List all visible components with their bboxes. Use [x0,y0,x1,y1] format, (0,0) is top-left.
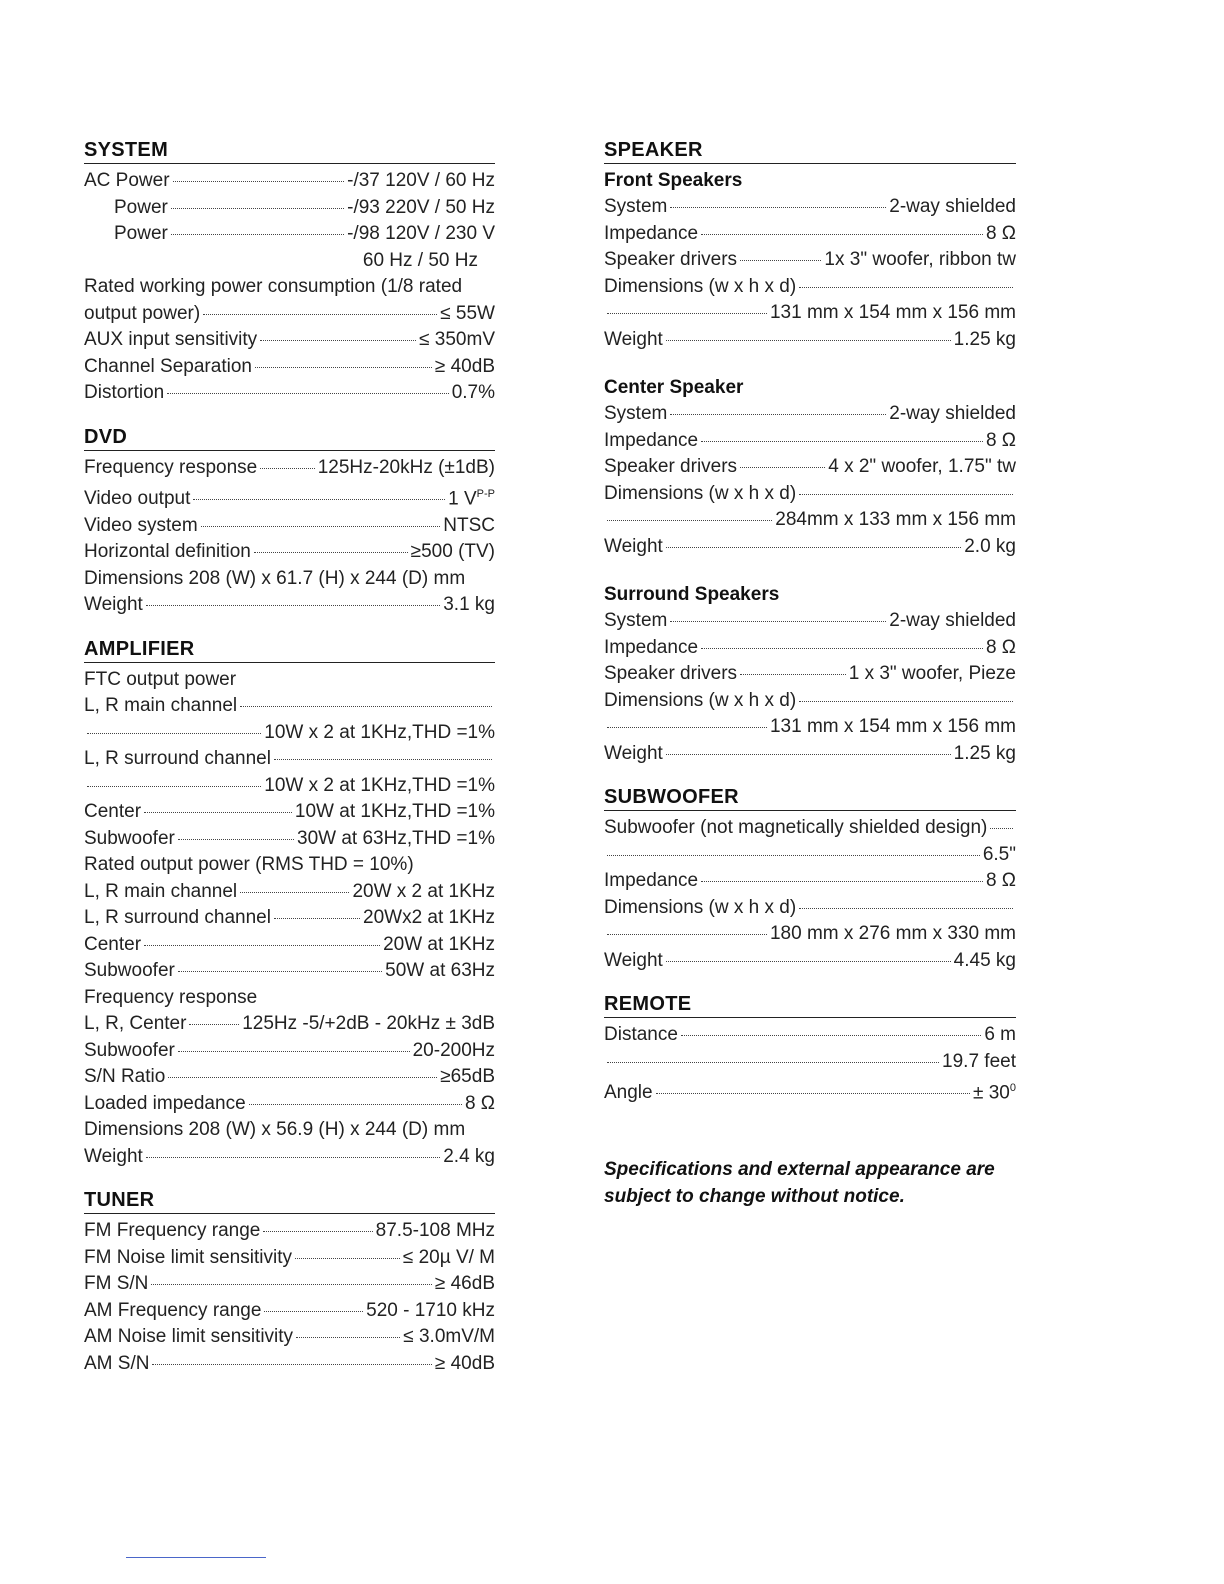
spec-label: Loaded impedance [84,1092,246,1114]
section-title-amplifier: AMPLIFIER [84,637,495,663]
spec-value-main: 1 V [448,488,477,510]
leader-dots [666,340,951,341]
leader-dots [255,367,432,368]
leader-dots [666,754,951,755]
leader-dots [168,1077,437,1078]
leader-dots [146,605,440,606]
spec-row [84,1144,495,1171]
spec-value: 6 m [984,1024,1016,1045]
section-title-subwoofer: SUBWOOFER [604,785,1016,811]
spec-label: AM S/N [84,1352,150,1374]
spec-label: Frequency response [84,986,258,1008]
spec-row [84,354,495,381]
spec-row [604,948,1016,975]
leader-dots [799,494,1013,495]
spec-value: 1 x 3" woofer, Pieze [848,663,1016,684]
leader-dots [260,468,315,469]
leader-dots [681,1035,981,1036]
spec-value: ≥65dB [440,1066,495,1088]
spec-value: 10W x 2 at 1KHz,THD =1% [264,774,495,796]
leader-dots [607,313,767,314]
spec-label: L, R main channel [84,880,238,902]
spec-row [604,401,1016,428]
spec-label: FM Noise limit sensitivity [84,1246,292,1268]
spec-row [84,1091,495,1118]
leader-dots [701,441,983,442]
leader-dots [144,945,380,946]
spec-row [604,454,1016,481]
spec-value: 1x 3" woofer, ribbon tw [824,249,1016,270]
subsection-title-center: Center Speaker [604,377,744,398]
spec-value-superscript: P-P [476,488,495,500]
leader-dots [178,839,294,840]
leader-dots [666,547,961,548]
spec-value: ≤ 3.0mV/M [403,1326,495,1348]
spec-value: 8 Ω [985,636,1016,658]
dimensions-line: Dimensions 208 (W) x 61.7 (H) x 244 (D) mm [84,567,466,589]
leader-dots [607,727,767,728]
spec-value: -/98 120V / 230 V [347,223,495,244]
spec-label: Power [114,196,168,218]
leader-dots [274,918,360,919]
spec-row [84,592,495,619]
spec-label: Speaker drivers [604,456,738,477]
spec-row [604,481,1016,508]
leader-dots [173,181,345,182]
leader-dots [607,1062,939,1063]
leader-dots [189,1024,239,1025]
spec-row [84,720,495,747]
spec-row [84,1218,495,1245]
leader-dots [178,1051,410,1052]
spec-label: AM Noise limit sensitivity [84,1326,294,1348]
spec-label: Video system [84,514,198,536]
spec-row [84,1324,495,1351]
spec-value [973,1075,1016,1107]
section-title-system: SYSTEM [84,138,495,164]
spec-value: 50W at 63Hz [385,960,495,982]
leader-dots [263,1231,372,1232]
spec-value: 2.4 kg [443,1145,495,1167]
surround-speakers-subsection [604,582,1016,767]
leader-dots [799,287,1013,288]
spec-value: 2.0 kg [964,535,1016,557]
leader-dots [87,786,261,787]
leader-dots [171,234,344,235]
leader-dots [151,1284,432,1285]
notice-line: Specifications and external appearance are [604,1159,995,1180]
leader-dots [193,499,445,500]
leader-dots [203,314,437,315]
dvd-section [84,425,495,619]
spec-row [84,168,495,195]
spec-value: -/37 120V / 60 Hz [347,170,495,191]
spec-row [84,513,495,540]
spec-label: Center [84,933,142,955]
right-column [604,138,1016,1125]
spec-label: FM S/N [84,1273,149,1295]
spec-label: Weight [604,328,663,350]
spec-row [84,932,495,959]
leader-dots [666,961,951,962]
spec-row [84,301,495,328]
spec-value: 20Wx2 at 1KHz [363,907,495,929]
spec-label: Weight [84,1145,143,1167]
spec-label: Weight [604,949,663,971]
spec-label: Subwoofer (not magnetically shielded design) [604,817,988,838]
spec-row [84,1038,495,1065]
footer-rule [126,1557,266,1558]
spec-value: 19.7 feet [942,1050,1016,1072]
spec-value: 87.5-108 MHz [375,1220,495,1242]
spec-label: Angle [604,1082,653,1104]
spec-label: Center [84,801,142,823]
spec-value: 4.45 kg [953,949,1016,971]
spec-value: 4 x 2" woofer, 1.75" tw [828,456,1016,477]
spec-row [604,274,1016,301]
spec-value: 6.5" [982,843,1016,865]
spec-value: ≤ 20µ V/ M [402,1246,495,1268]
section-title-speaker: SPEAKER [604,138,1016,164]
spec-row [84,799,495,826]
dimensions-line: Dimensions 208 (W) x 56.9 (H) x 244 (D) mm [84,1119,466,1141]
leader-dots [670,621,886,622]
spec-row [84,879,495,906]
spec-label: Dimensions (w x h x d) [604,689,797,711]
leader-dots [249,1104,462,1105]
spec-label: Frequency response [84,456,258,478]
leader-dots [146,1157,440,1158]
spec-label: AC Power [84,170,170,191]
spec-value: 20W at 1KHz [383,933,495,955]
front-speakers-subsection [604,168,1016,353]
speaker-section [604,138,1016,767]
spec-value: 1.25 kg [953,328,1016,350]
spec-row [604,221,1016,248]
spec-row [604,608,1016,635]
spec-value: -/93 220V / 50 Hz [347,196,495,218]
leader-dots [274,759,492,760]
notice [604,1156,1024,1210]
spec-row [84,693,495,720]
spec-value: ≥ 46dB [434,1273,495,1295]
leader-dots [670,414,886,415]
spec-row [604,300,1016,327]
spec-row [604,507,1016,534]
leader-dots [295,1258,400,1259]
spec-continuation: 60 Hz / 50 Hz [362,249,478,271]
spec-row [84,1351,495,1378]
spec-row [604,688,1016,715]
spec-label: Horizontal definition [84,541,251,563]
spec-value: 1.25 kg [953,742,1016,764]
spec-row [604,842,1016,869]
spec-row [604,1049,1016,1076]
remote-section [604,992,1016,1107]
spec-label: System [604,610,668,631]
subsection-title-front: Front Speakers [604,170,743,191]
spec-label: Channel Separation [84,355,252,377]
spec-value: 131 mm x 154 mm x 156 mm [769,302,1016,323]
spec-label: AUX input sensitivity [84,329,258,350]
leader-dots [260,340,416,341]
spec-row [84,746,495,773]
leader-dots [87,733,261,734]
spec-value: 8 Ω [985,870,1016,891]
spec-value-superscript: 0 [1009,1082,1016,1094]
spec-value: ≤ 55W [440,302,495,324]
spec-row [604,714,1016,741]
spec-label: Distortion [84,382,165,403]
spec-row [604,327,1016,354]
spec-label: Impedance [604,870,699,891]
spec-label: L, R surround channel [84,748,271,770]
spec-value: 131 mm x 154 mm x 156 mm [769,716,1016,737]
spec-label: Impedance [604,636,699,658]
tuner-section [84,1188,495,1377]
leader-dots [607,855,980,856]
spec-value: 8 Ω [985,222,1016,244]
spec-label: Weight [604,742,663,764]
leader-dots [799,908,1013,909]
spec-label: Rated working power consumption (1/8 rated [84,276,463,297]
leader-dots [144,812,292,813]
spec-value: ≥ 40dB [434,355,495,377]
spec-label: L, R, Center [84,1013,187,1035]
spec-row [84,1271,495,1298]
leader-dots [171,208,344,209]
leader-dots [296,1337,400,1338]
subsection-title-surround: Surround Speakers [604,584,780,605]
spec-value: ≥500 (TV) [410,541,495,563]
spec-label: Weight [604,535,663,557]
spec-label: Impedance [604,429,699,451]
spec-row [84,1011,495,1038]
leader-dots [740,260,821,261]
spec-label: L, R surround channel [84,907,271,929]
spec-value: 284mm x 133 mm x 156 mm [775,509,1016,530]
spec-row [84,958,495,985]
spec-row [84,539,495,566]
leader-dots [201,526,441,527]
spec-row [604,194,1016,221]
spec-value: 8 Ω [464,1092,495,1114]
spec-label: Rated output power (RMS THD = 10%) [84,854,414,876]
spec-row [84,1298,495,1325]
spec-label: FM Frequency range [84,1220,261,1242]
spec-row [604,428,1016,455]
spec-value: 3.1 kg [443,594,495,616]
leader-dots [656,1093,970,1094]
subwoofer-section [604,785,1016,974]
spec-label: Subwoofer [84,1039,175,1061]
spec-row [84,195,495,222]
leader-dots [167,393,448,394]
system-section [84,138,495,407]
spec-row [84,1064,495,1091]
spec-value: 2-way shielded [889,196,1016,217]
leader-dots [240,892,349,893]
spec-value: 125Hz -5/+2dB - 20kHz ± 3dB [242,1013,495,1035]
spec-row [84,1245,495,1272]
leader-dots [701,648,983,649]
spec-label: AM Frequency range [84,1299,262,1321]
section-title-remote: REMOTE [604,992,1016,1018]
spec-value: 520 - 1710 kHz [366,1299,495,1321]
spec-row [84,380,495,407]
spec-value: 2-way shielded [889,403,1016,424]
spec-row [604,635,1016,662]
spec-row [604,1075,1016,1107]
spec-row [84,455,495,482]
leader-dots [701,234,983,235]
notice-line: subject to change without notice. [604,1186,905,1207]
spec-label: Distance [604,1024,678,1045]
spec-label: Speaker drivers [604,249,738,270]
leader-dots [178,971,382,972]
spec-row [84,221,495,248]
leader-dots [740,467,825,468]
spec-row [604,815,1016,842]
spec-label: Speaker drivers [604,663,738,684]
amplifier-section [84,637,495,1171]
spec-row [84,905,495,932]
spec-row [604,661,1016,688]
spec-row [84,773,495,800]
spec-value [448,481,495,513]
section-title-dvd: DVD [84,425,495,451]
spec-label: L, R main channel [84,695,238,717]
leader-dots [701,881,983,882]
spec-label: Weight [84,594,143,616]
spec-row [84,481,495,513]
leader-dots [607,934,767,935]
leader-dots [740,674,846,675]
spec-value-main: ± 30 [973,1082,1010,1104]
spec-label: System [604,403,668,424]
spec-label: Subwoofer [84,960,175,982]
spec-label: Dimensions (w x h x d) [604,275,797,297]
spec-row [84,826,495,853]
spec-value: 2-way shielded [889,610,1016,631]
left-column [84,138,495,1395]
center-speaker-subsection [604,375,1016,560]
section-title-tuner: TUNER [84,1188,495,1214]
spec-value: 8 Ω [985,429,1016,451]
spec-value: 0.7% [451,382,495,403]
spec-row [84,327,495,354]
leader-dots [799,701,1013,702]
spec-value: 125Hz-20kHz (±1dB) [317,456,495,478]
spec-label: FTC output power [84,668,237,690]
spec-label: Subwoofer [84,827,175,849]
spec-label: Dimensions (w x h x d) [604,482,797,504]
spec-label: Power [114,223,168,244]
spec-label: Dimensions (w x h x d) [604,896,797,918]
spec-label: output power) [84,302,201,324]
spec-label: Video output [84,488,191,510]
spec-value: ≥ 40dB [434,1352,495,1374]
leader-dots [990,828,1013,829]
spec-value: 20-200Hz [412,1039,495,1061]
spec-value: 10W x 2 at 1KHz,THD =1% [264,721,495,743]
spec-row [604,247,1016,274]
spec-value: ≤ 350mV [419,329,495,350]
leader-dots [264,1311,363,1312]
spec-row [604,741,1016,768]
leader-dots [607,520,772,521]
spec-row [604,868,1016,895]
spec-row [604,921,1016,948]
leader-dots [670,207,886,208]
spec-label: Impedance [604,222,699,244]
spec-value: 10W at 1KHz,THD =1% [294,801,495,823]
spec-value: 180 mm x 276 mm x 330 mm [769,923,1016,944]
spec-value: 20W x 2 at 1KHz [352,880,495,902]
spec-value: NTSC [443,514,495,536]
leader-dots [240,706,492,707]
spec-row [604,1022,1016,1049]
spec-label: S/N Ratio [84,1066,166,1088]
spec-row [604,895,1016,922]
leader-dots [254,552,408,553]
spec-label: System [604,196,668,217]
spec-row [604,534,1016,561]
spec-value: 30W at 63Hz,THD =1% [297,827,495,849]
leader-dots [152,1364,431,1365]
